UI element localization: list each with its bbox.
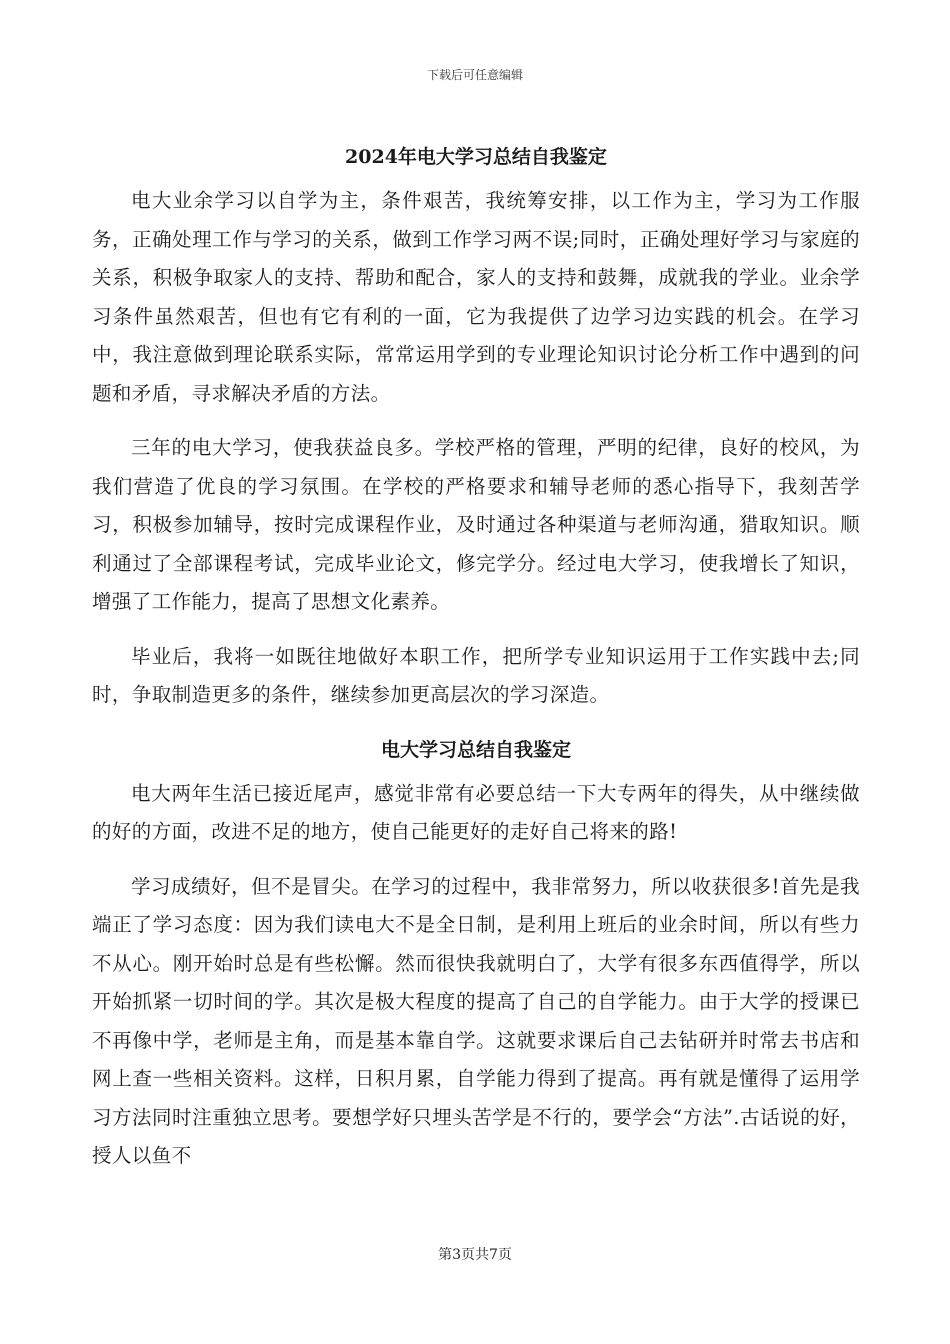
section-1-paragraph-1: 电大业余学习以自学为主，条件艰苦，我统筹安排，以工作为主，学习为工作服务，正确处理工作与学习的关系，做到工作学习两不误;同时，正确处理好学习与家庭的关系，积极争取家人的支持、帮助和配合，家人的支持和鼓舞，成就我的学业。业余学习条件虽然艰苦，但也有它有利的一面，它为我提供了边学习边实践的机会。在学习中，我注意做到理论联系实际，常常运用学到的专业理论知识讨论分析工作中遇到的问题和矛盾，寻求解决矛盾的方法。 [92, 189, 860, 405]
section-2-paragraph-2: 学习成绩好，但不是冒尖。在学习的过程中，我非常努力，所以收获很多!首先是我端正了学习态度：因为我们读电大不是全日制，是利用上班后的业余时间，所以有些力不从心。刚开始时总是有些松懈。然而很快我就明白了，大学有很多东西值得学，所以开始抓紧一切时间的学。其次是极大程度的提高了自己的自学能力。由于大学的授课已不再像中学，老师是主角，而是基本靠自学。这就要求课后自己去钻研并时常去书店和网上查一些相关资料。这样，日积月累，自学能力得到了提高。再有就是懂得了运用学习方法同时注重独立思考。要想学好只埋头苦学是不行的，要学会“方法”.古话说的好，授人以鱼不 [92, 874, 860, 1167]
document-body [92, 138, 860, 1192]
section-2-paragraph-1: 电大两年生活已接近尾声，感觉非常有必要总结一下大专两年的得失，从中继续做的好的方面，改进不足的地方，使自己能更好的走好自己将来的路! [92, 781, 860, 843]
section-2-title: 电大学习总结自我鉴定 [380, 738, 571, 761]
section-1-title: 2024年电大学习总结自我鉴定 [345, 146, 607, 168]
page-number-footer: 第3页共7页 [438, 1247, 512, 1263]
section-1-paragraph-3: 毕业后，我将一如既往地做好本职工作，把所学专业知识运用于工作实践中去;同时，争取制造更多的条件，继续参加更高层次的学习深造。 [92, 644, 860, 706]
header-note: 下载后可任意编辑 [426, 68, 523, 82]
section-1-paragraph-2: 三年的电大学习，使我获益良多。学校严格的管理，严明的纪律，良好的校风，为我们营造了优良的学习氛围。在学校的严格要求和辅导老师的悉心指导下，我刻苦学习，积极参加辅导，按时完成课程作业，及时通过各种渠道与老师沟通，猎取知识。顺利通过了全部课程考试，完成毕业论文，修完学分。经过电大学习，使我增长了知识，增强了工作能力，提高了思想文化素养。 [92, 436, 860, 613]
